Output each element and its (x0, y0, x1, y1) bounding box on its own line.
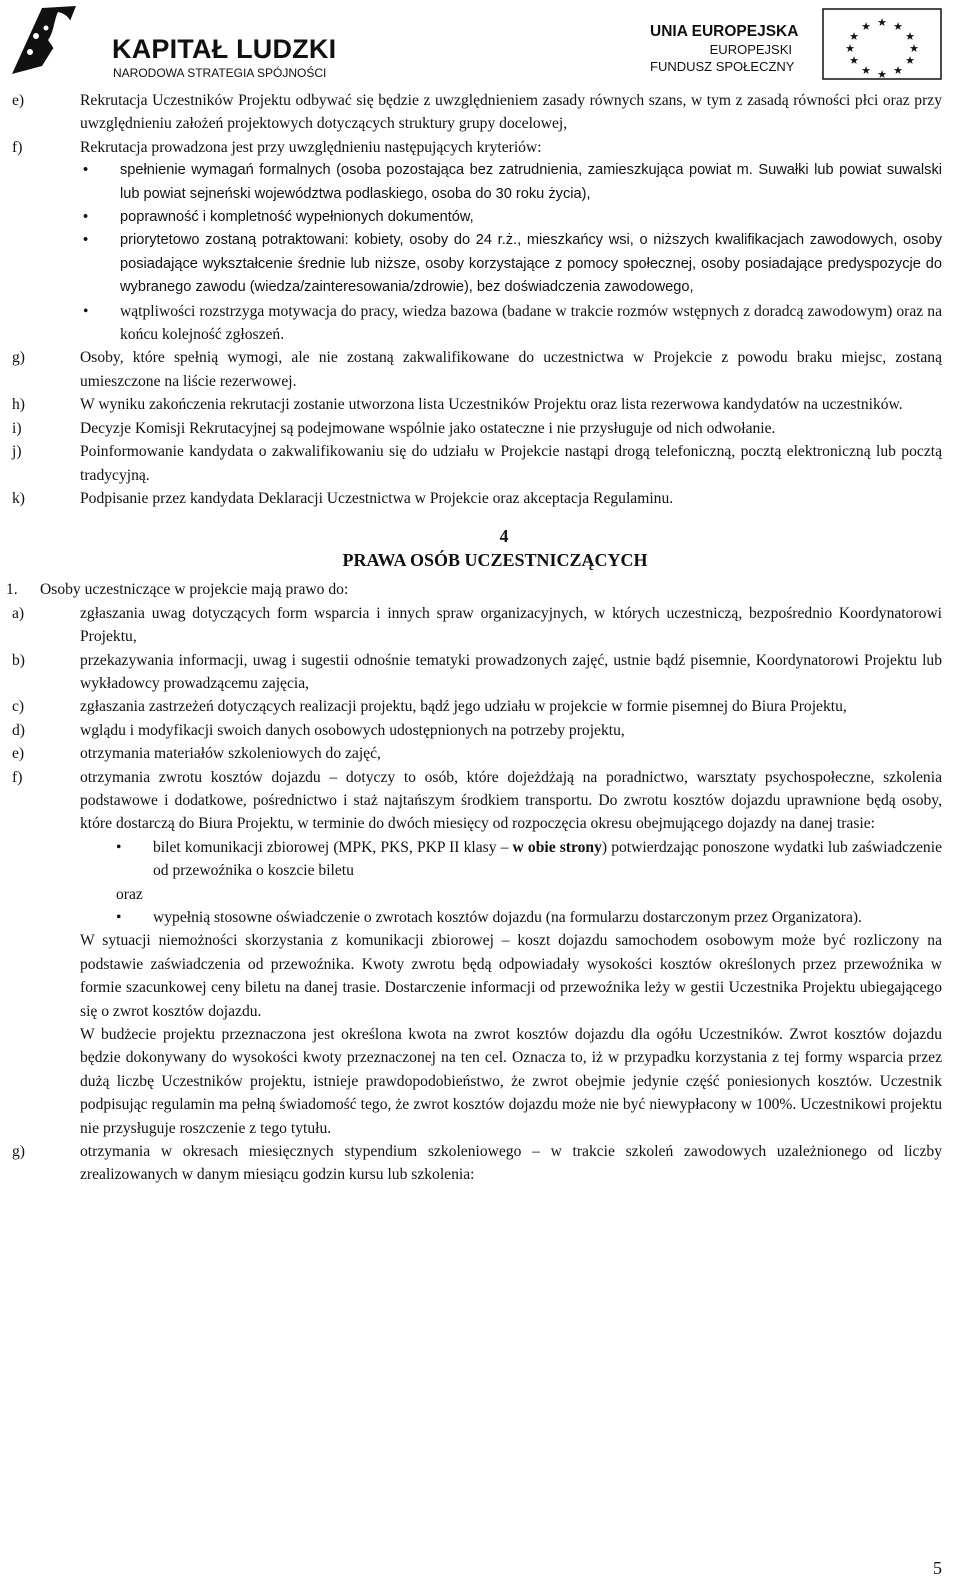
travel-text-bold: w obie strony (512, 838, 602, 856)
kapital-ludzki-title: KAPITAŁ LUDZKI (112, 34, 337, 64)
svg-text:★: ★ (905, 30, 915, 43)
svg-text:★: ★ (861, 20, 871, 33)
travel-paragraph-2: W budżecie projektu przeznaczona jest określona kwota na zwrot kosztów dojazdu dla ogółu Uczestników. Zwrot kosztów dojazdu będzie dokonywany do wysokości kwoty przeznaczonej na ten cel. Oznacza to, iż w przypadku korzystania z tej formy wsparcia przez dużą liczbę Uczestników projektu, istnieje prawdopodobieństwo, że zwrot obejmie jedynie część poniesionych kosztów. Uczestnik podpisując regulamin ma pełną świadomość tego, że zwrot kosztów dojazdu może nie być niewypłacony w 100%. Uczestnikowi projektu nie przysługuje roszczenie z tego tytułu. (80, 1026, 942, 1137)
list-item-h (0, 393, 960, 416)
rights-intro (0, 578, 960, 601)
criteria-item (0, 206, 960, 229)
list-text: Poinformowanie kandydata o zakwalifikowaniu się do udziału w Projekcie nastąpi drogą telefoniczną, pocztą elektroniczną lub pocztą tradycyjną. (80, 443, 942, 484)
list-text: Podpisanie przez kandydata Deklaracji Uczestnictwa w Projekcie oraz akceptacja Regulaminu. (80, 489, 674, 507)
rights-item-b (0, 649, 960, 696)
svg-text:★: ★ (893, 20, 903, 33)
kapital-ludzki-subtitle: NARODOWA STRATEGIA SPÓJNOŚCI (113, 66, 327, 80)
travel-text: wypełnią stosowne oświadczenie o zwrotach kosztów dojazdu (na formularzu dostarczonym przez Organizatora). (153, 909, 862, 926)
list-text: zgłaszania zastrzeżeń dotyczących realizacji projektu, bądź jego udziału w projekcie w formie pisemnej do Biura Projektu, (80, 698, 847, 716)
svg-text:★: ★ (905, 54, 915, 67)
list-item-g (0, 346, 960, 393)
list-label: j) (12, 443, 22, 461)
rights-item-f (0, 766, 960, 836)
criteria-item (0, 229, 960, 299)
list-text: przekazywania informacji, uwag i sugestii odnośnie tematyki prowadzonych zajęć, ustnie bądź pisemnie, Koordynatorowi Projektu lub wykładowcy prowadzącemu zajęcia, (80, 651, 942, 692)
page-header (0, 0, 960, 86)
list-text: Rekrutacja Uczestników Projektu odbywać się będzie z uwzględnieniem zasady równych szans, w tym z zasadą równości płci oraz przy uwzględnieniu założeń projektowych dotyczących struktury grupy docelowej, (80, 92, 942, 133)
bullet-icon: • (83, 302, 89, 320)
svg-text:★: ★ (861, 64, 871, 77)
eu-text-block (650, 22, 810, 75)
list-label: h) (12, 396, 25, 414)
svg-text:★: ★ (893, 64, 903, 77)
list-label: g) (12, 1143, 25, 1161)
eu-line-1: UNIA EUROPEJSKA (650, 23, 799, 40)
travel-bullet-1 (0, 836, 960, 883)
kapital-ludzki-logo (12, 6, 102, 74)
section-number: 4 (499, 526, 509, 547)
list-item-i (0, 417, 960, 440)
eu-line-2: EUROPEJSKI (709, 42, 792, 57)
svg-text:★: ★ (877, 16, 887, 29)
criteria-item (0, 159, 960, 206)
bullet-icon: • (116, 909, 122, 926)
criteria-text: poprawność i kompletność wypełnionych dokumentów, (120, 209, 474, 226)
travel-paragraph-1: W sytuacji niemożności skorzystania z komunikacji zbiorowej – koszt dojazdu samochodem osobowym może być rozliczony na podstawie zaświadczenia od przewoźnika. Kwoty zwrotu będą odpowiadały wysokości kosztów określonych przez przewoźnika w formie szacunkowej ceny biletu na danej trasie. Dostarczenie informacji od przewoźnika leży w gestii Uczestnika Projektu ubiegającego się o zwrot kosztów dojazdu. (80, 932, 942, 1020)
eu-flag-icon (822, 8, 942, 80)
list-label: d) (12, 721, 25, 739)
list-text: Osoby, które spełnią wymogi, ale nie zostaną zakwalifikowane do uczestnictwa w Projekcie z powodu braku miejsc, zostaną umieszczone na liście rezerwowej. (80, 349, 942, 390)
list-label: f) (12, 138, 23, 156)
svg-text:★: ★ (849, 30, 859, 43)
travel-bullet-2 (0, 906, 960, 929)
section-title: PRAWA OSÓB UCZESTNICZĄCYCH (342, 550, 648, 571)
criteria-text: spełnienie wymagań formalnych (osoba pozostająca bez zatrudnienia, zamieszkująca powiat m. Suwałki lub powiat suwalski lub powiat sejneński województwa podlaskiego, osoba do 30 roku życia), (120, 162, 942, 202)
criteria-text: wątpliwości rozstrzyga motywacja do pracy, wiedza bazowa (badane w trakcie rozmów wstępnych z doradcą zawodowym) oraz na końcu kolejność zgłoszeń. (120, 302, 942, 344)
travel-oraz: oraz (116, 885, 143, 903)
bullet-icon: • (83, 162, 89, 179)
criteria-item (0, 300, 960, 347)
list-item-k (0, 487, 960, 510)
bullet-icon: • (116, 838, 122, 856)
list-text: W wyniku zakończenia rekrutacji zostanie utworzona lista Uczestników Projektu oraz lista rezerwowa kandydatów na uczestników. (80, 396, 903, 414)
svg-text:★: ★ (849, 54, 859, 67)
rights-item-a (0, 602, 960, 649)
list-label: a) (12, 604, 25, 622)
list-text: Rekrutacja prowadzona jest przy uwzględnieniu następujących kryteriów: (80, 138, 542, 156)
list-item-j (0, 440, 960, 487)
svg-text:★: ★ (909, 42, 919, 55)
list-text: otrzymania zwrotu kosztów dojazdu – dotyczy to osób, które dojeżdżają na poradnictwo, warsztaty psychospołeczne, szkolenia podstawowe i dodatkowe, pośrednictwo i staż najtańszym środkiem transportu. Do zwrotu kosztów dojazdu uprawnione będą osoby, które dostarczą do Biura Projektu, w terminie do dwóch miesięcy od rozpoczęcia okresu obejmującego dojazdy na danej trasie: (80, 768, 942, 833)
list-label: g) (12, 349, 25, 367)
svg-text:★: ★ (877, 68, 887, 80)
list-text: otrzymania w okresach miesięcznych stypendium szkoleniowego – w trakcie szkoleń zawodowych uzależnionego od liczby zrealizowanych w danym miesiącu godzin kursu lub szkolenia: (80, 1143, 942, 1184)
travel-text-before: bilet komunikacji zbiorowej (MPK, PKS, PKP II klasy – (153, 838, 513, 856)
list-label: i) (12, 419, 22, 437)
list-item-f (0, 136, 960, 159)
list-label: 1. (6, 581, 18, 599)
list-text: otrzymania materiałów szkoleniowych do zajęć, (80, 745, 381, 763)
list-label: b) (12, 651, 25, 669)
document-body (0, 89, 960, 1187)
list-label: e) (12, 745, 25, 763)
rights-item-g (0, 1140, 960, 1187)
list-text: zgłaszania uwag dotyczących form wsparcia i innych spraw organizacyjnych, w których uczestniczą, bezpośrednio Koordynatorowi Projektu, (80, 604, 942, 646)
bullet-icon: • (83, 209, 89, 226)
list-text: Osoby uczestniczące w projekcie mają prawo do: (40, 581, 349, 599)
list-item-e (0, 89, 960, 136)
criteria-text: priorytetowo zostaną potraktowani: kobiety, osoby do 24 r.ż., mieszkańcy wsi, o niższych kwalifikacjach zawodowych, osoby posiadające wykształcenie średnie lub niższe, osoby korzystające z pomocy społecznej, osoby posiadające predyspozycje do wybranego zawodu (wiedza/zainteresowania/zdrowie), bez doświadczenia zawodowego, (120, 232, 942, 296)
list-label: c) (12, 698, 25, 716)
svg-text:★: ★ (845, 42, 855, 55)
rights-item-d (0, 719, 960, 742)
rights-item-e (0, 742, 960, 765)
eu-line-3: FUNDUSZ SPOŁECZNY (650, 59, 795, 74)
list-label: k) (12, 489, 25, 507)
list-text: Decyzje Komisji Rekrutacyjnej są podejmowane wspólnie jako ostateczne i nie przysługuje od nich odwołanie. (80, 419, 776, 437)
bullet-icon: • (83, 232, 89, 249)
list-label: f) (12, 768, 23, 786)
page-number: 5 (933, 1558, 942, 1578)
rights-item-c (0, 695, 960, 718)
travel-text-after: ) potwierdzając ponoszone wydatki lub zaświadczenie od przewoźnika o koszcie biletu (153, 838, 942, 880)
list-label: e) (12, 92, 25, 109)
list-text: wglądu i modyfikacji swoich danych osobowych udostępnionych na potrzeby projektu, (80, 721, 625, 739)
